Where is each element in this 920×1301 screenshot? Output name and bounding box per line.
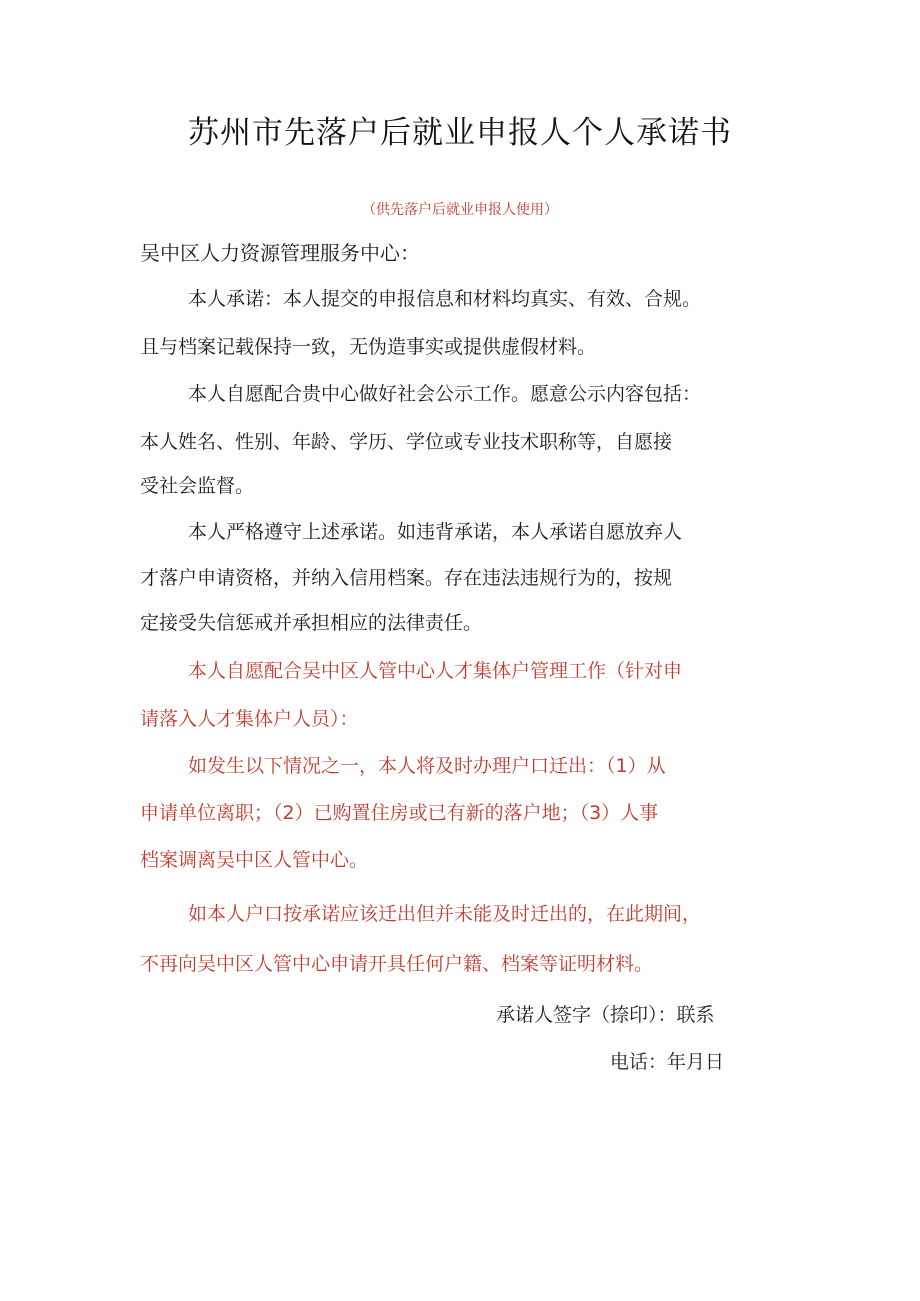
paragraph-2-line-2: 本人姓名、性别、年龄、学历、学位或专业技术职称等，自愿接: [140, 431, 673, 453]
paragraph-5-line-1: 如发生以下情况之一，本人将及时办理户口迁出：（1）从: [188, 755, 666, 777]
paragraph-2-line-1: 本人自愿配合贵中心做好社会公示工作。愿意公示内容包括：: [188, 383, 702, 405]
paragraph-5-line-3: 档案调离吴中区人管中心。: [140, 849, 369, 871]
paragraph-4-line-1: 本人自愿配合吴中区人管中心人才集体户管理工作（针对申: [188, 660, 683, 682]
paragraph-1-line-1: 本人承诺：本人提交的申报信息和材料均真实、有效、合规。: [188, 288, 702, 310]
paragraph-6-line-1: 如本人户口按承诺应该迁出但并未能及时迁出的，在此期间，: [188, 903, 702, 925]
paragraph-1-line-2: 且与档案记载保持一致，无伪造事实或提供虚假材料。: [140, 336, 597, 358]
paragraph-3-line-1: 本人严格遵守上述承诺。如违背承诺，本人承诺自愿放弃人: [188, 521, 683, 543]
paragraph-5-line-2: 申请单位离职；（2）已购置住房或已有新的落户地；（3）人事: [140, 802, 659, 824]
document-subtitle: （供先落户后就业申报人使用）: [362, 202, 558, 218]
paragraph-3-line-3: 定接受失信惩戒并承担相应的法律责任。: [140, 612, 483, 634]
paragraph-6-line-2: 不再向吴中区人管中心申请开具任何户籍、档案等证明材料。: [140, 953, 654, 975]
document-title: 苏州市先落户后就业申报人个人承诺书: [188, 115, 732, 151]
paragraph-3-line-2: 才落户申请资格，并纳入信用档案。存在违法违规行为的，按规: [140, 567, 673, 589]
date-line: 电话：年月日: [610, 1051, 725, 1073]
paragraph-2-line-3: 受社会监督。: [140, 475, 255, 497]
signature-line: 承诺人签字（捺印）：联系: [496, 1004, 715, 1026]
addressee: 吴中区人力资源管理服务中心：: [140, 241, 420, 265]
paragraph-4-line-2: 请落入人才集体户人员）：: [140, 708, 359, 730]
